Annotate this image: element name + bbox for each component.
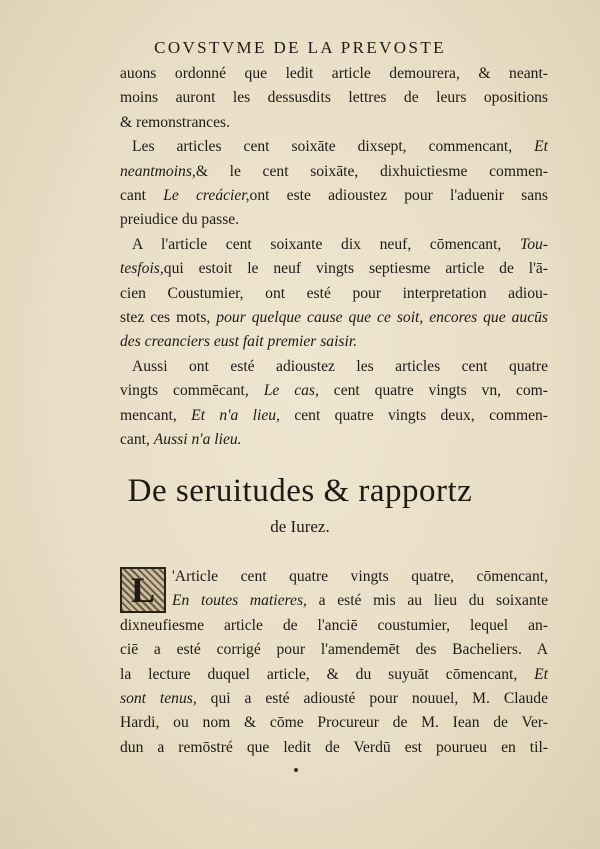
- text-line: la lecture duquel article, & du suyuāt cōmencant, Et: [120, 665, 548, 683]
- text-line: Aussi ont esté adioustez les articles cent quatre: [132, 357, 548, 375]
- section-title: De seruitudes & rapportz: [127, 473, 473, 509]
- text-line: ciē a esté corrigé pour l'amendemēt des Bacheliers. A: [120, 641, 548, 659]
- text-line: mencant, Et n'a lieu, cent quatre vingts deux, commen-: [120, 406, 548, 424]
- text-line: stez ces mots, pour quelque cause que ce soit, encores que aucūs: [120, 309, 548, 327]
- text-line: vingts commēcant, Le cas, cent quatre vingts vn, com-: [120, 382, 548, 400]
- running-header: COVSTVME DE LA PREVOSTE: [154, 38, 446, 57]
- text-line: dixneufiesme article de l'anciē coustumier, lequel an-: [120, 616, 548, 634]
- upper-text-block: [120, 62, 548, 453]
- text-line: cien Coustumier, ont esté pour interpretation adiou-: [120, 284, 548, 302]
- decorated-initial-icon: L: [120, 567, 166, 613]
- text-line: auons ordonné que ledit article demourera, & neant-: [120, 65, 548, 82]
- text-line: En toutes matieres, a esté mis au lieu du soixante: [172, 592, 548, 610]
- text-line: Hardi, ou nom & cōme Procureur de M. Iean de Ver-: [120, 714, 548, 732]
- text-line: moins auront les dessusdits lettres de leurs opositions: [120, 89, 548, 107]
- text-line: preiudice du passe.: [120, 211, 240, 229]
- text-line: dun a remōstré que ledit de Verdū est pourueu en til-: [120, 738, 548, 756]
- text-line: & remonstrances.: [120, 113, 230, 131]
- section-subtitle: de Iurez.: [270, 517, 330, 536]
- text-line: cant, Aussi n'a lieu.: [120, 431, 242, 449]
- text-line: sont tenus, qui a esté adiousté pour nouuel, M. Claude: [120, 690, 548, 708]
- text-line: Les articles cent soixāte dixsept, commencant, Et: [132, 138, 548, 156]
- text-line: cant Le creácier,ont este adioustez pour l'aduenir sans: [120, 187, 548, 205]
- text-line: des creanciers eust fait premier saisir.: [120, 333, 358, 351]
- lower-text-block: [120, 565, 548, 760]
- text-line: A l'article cent soixante dix neuf, cōmencant, Tou-: [132, 235, 548, 253]
- text-line: tesfois,qui estoit le neuf vingts septiesme article de l'ā-: [120, 260, 548, 278]
- text-line: 'Article cent quatre vingts quatre, cōmencant,: [172, 568, 548, 585]
- text-line: neantmoins,& le cent soixāte, dixhuictiesme commen-: [120, 162, 548, 180]
- ornament-dot-icon: [294, 768, 298, 772]
